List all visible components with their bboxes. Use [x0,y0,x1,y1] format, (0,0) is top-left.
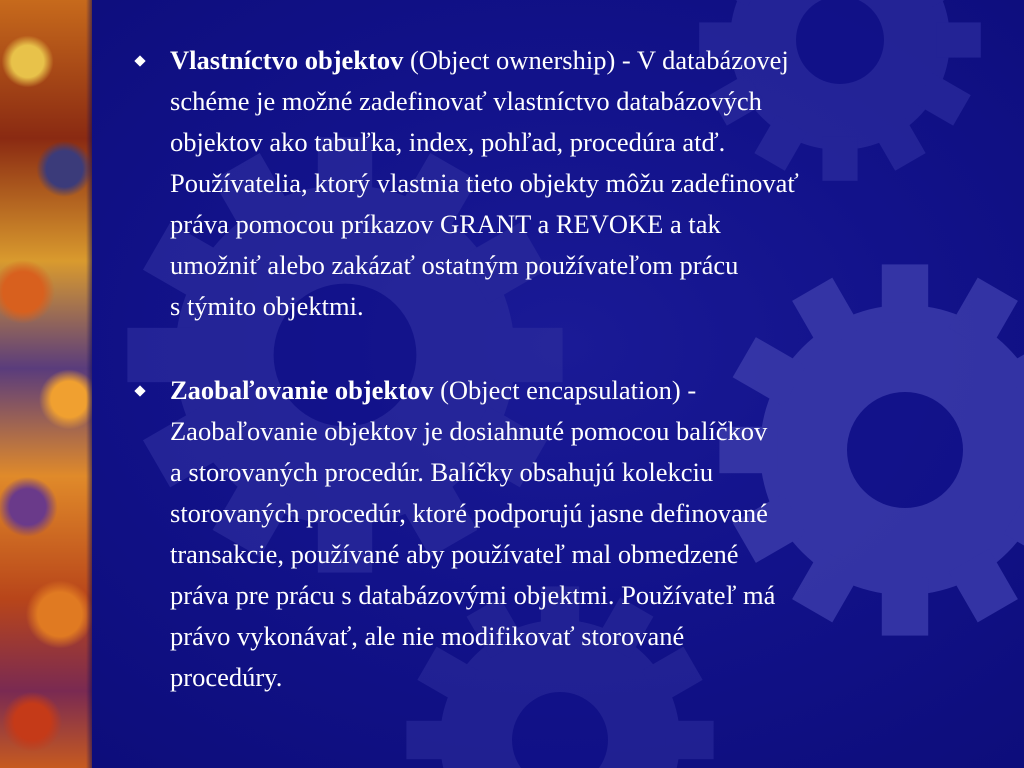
bullet-item [130,40,990,327]
bullet-line: Zaobaľovanie objektov je dosiahnuté pomocou balíčkov [170,416,768,446]
bullet-line: storovaných procedúr, ktoré podporujú jasne definované [170,498,768,528]
bullet-line: transakcie, používané aby používateľ mal obmedzené [170,539,739,569]
bullet-line: práva pomocou príkazov GRANT a REVOKE a tak [170,209,721,239]
bullet-line: právo vykonávať, ale nie modifikovať storované [170,621,685,651]
diamond-bullet-icon [134,385,145,396]
bullet-line: objektov ako tabuľka, index, pohľad, procedúra atď. [170,127,726,157]
bullet-line: Používatelia, ktorý vlastnia tieto objekty môžu zadefinovať [170,168,799,198]
bullet-line: práva pre prácu s databázovými objektmi. Používateľ má [170,580,776,610]
bullet-line: schéme je možné zadefinovať vlastníctvo databázových [170,86,762,116]
bullet-term: Zaobaľovanie objektov [170,375,434,405]
bullet-line: (Object ownership) - V databázovej [403,45,789,75]
bullet-line: (Object encapsulation) - [433,375,697,405]
bullet-line: a storovaných procedúr. Balíčky obsahujú kolekciu [170,457,714,487]
diamond-bullet-icon [134,55,145,66]
bullet-line: s týmito objektmi. [170,291,364,321]
bullet-line: procedúry. [170,662,283,692]
slide-content [130,40,990,698]
bullet-term: Vlastníctvo objektov [170,45,404,75]
bullet-item [130,370,990,698]
bullet-line: umožniť alebo zakázať ostatným používateľom prácu [170,250,739,280]
